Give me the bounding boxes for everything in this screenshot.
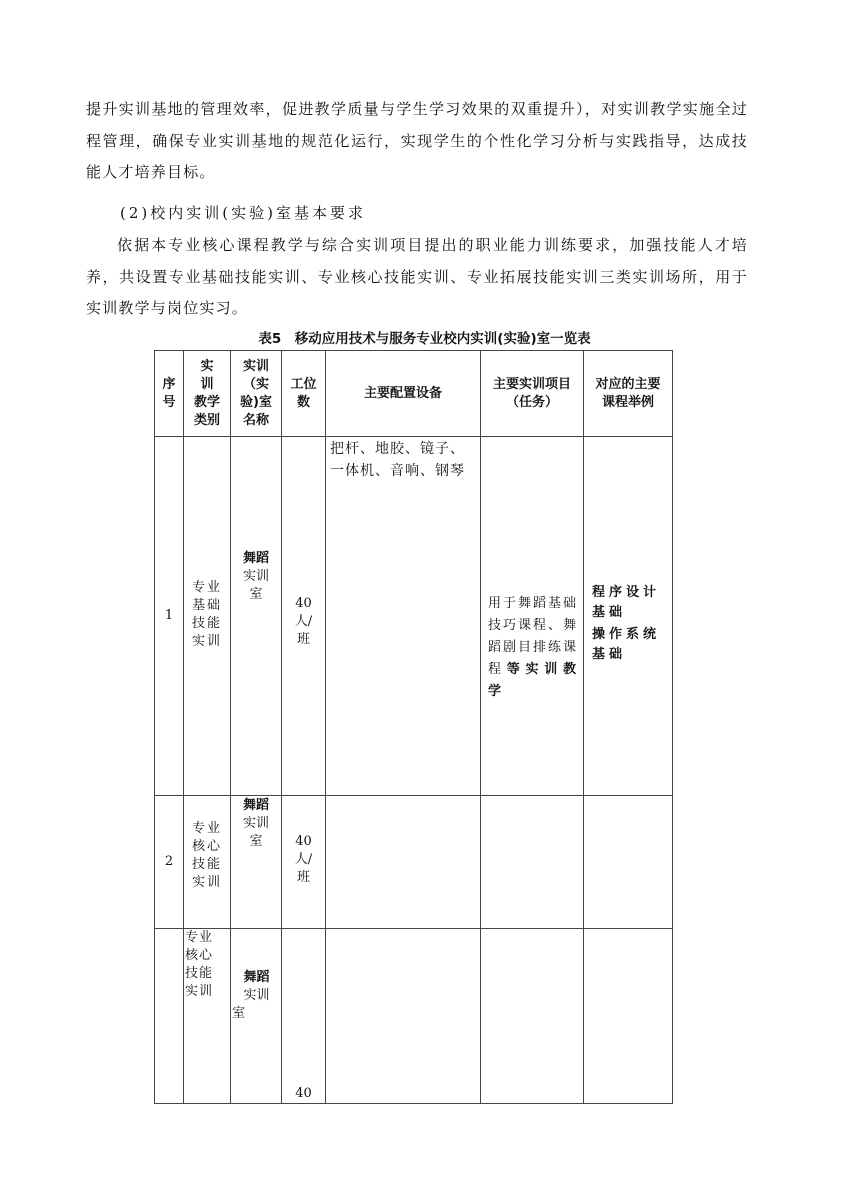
row1-seq: 1 (155, 437, 184, 796)
row2-courses (584, 796, 673, 929)
row2-stations: 40 人/ 班 (282, 796, 326, 929)
row2-category: 专业 核心 技能 实训 (184, 796, 231, 929)
row1-projects: 用于舞蹈基础技巧课程、舞蹈剧目排练课程等实训教学 (481, 437, 584, 796)
row1-category: 专业 基础 技能 实训 (184, 437, 231, 796)
header-equipment: 主要配置设备 (326, 351, 481, 437)
intro-paragraph-2: 依据本专业核心课程教学与综合实训项目提出的职业能力训练要求，加强技能人才培养，共设置专业基础技能实训、专业核心技能实训、专业拓展技能实训三类实训场所，用于实训教学与岗位实习。 (86, 236, 748, 317)
table-caption: 表5 移动应用技术与服务专业校内实训(实验)室一览表 (258, 331, 591, 347)
header-room: 实训 （实 验)室 名称 (231, 351, 282, 437)
table-row (155, 796, 673, 929)
header-seq: 序 号 (155, 351, 184, 437)
header-projects: 主要实训项目 （任务） (481, 351, 584, 437)
lab-table (154, 350, 673, 1104)
row1-room: 舞蹈 实训 室 (231, 437, 282, 796)
row3-courses (584, 929, 673, 1104)
header-courses: 对应的主要 课程举例 (584, 351, 673, 437)
row2-equipment (326, 796, 481, 929)
row3-room: 舞蹈 实训 室 (231, 929, 282, 1104)
intro-paragraph-1: 提升实训基地的管理效率，促进教学质量与学生学习效果的双重提升），对实训教学实施全过程管理，确保专业实训基地的规范化运行，实现学生的个性化学习分析与实践指导，达成技能人才培养目标。 (86, 100, 748, 181)
row2-room: 舞蹈 实训 室 (231, 796, 282, 929)
row3-seq (155, 929, 184, 1104)
row1-stations: 40 人/ 班 (282, 437, 326, 796)
row2-projects (481, 796, 584, 929)
row3-equipment (326, 929, 481, 1104)
header-stations: 工位 数 (282, 351, 326, 437)
table-row (155, 929, 673, 1104)
section-heading: (2)校内实训(实验)室基本要求 (120, 204, 366, 222)
row2-seq: 2 (155, 796, 184, 929)
table-row (155, 437, 673, 796)
row1-equipment: 把杆、地胶、镜子、一体机、音响、钢琴 (326, 437, 481, 796)
row3-category: 专业 核心 技能 实训 (184, 929, 231, 1104)
header-category: 实 训 教学 类别 (184, 351, 231, 437)
row1-courses: 程序设计基础 操作系统基础 (584, 437, 673, 796)
row3-stations: 40 (282, 929, 326, 1104)
row3-projects (481, 929, 584, 1104)
table-header-row (155, 351, 673, 437)
